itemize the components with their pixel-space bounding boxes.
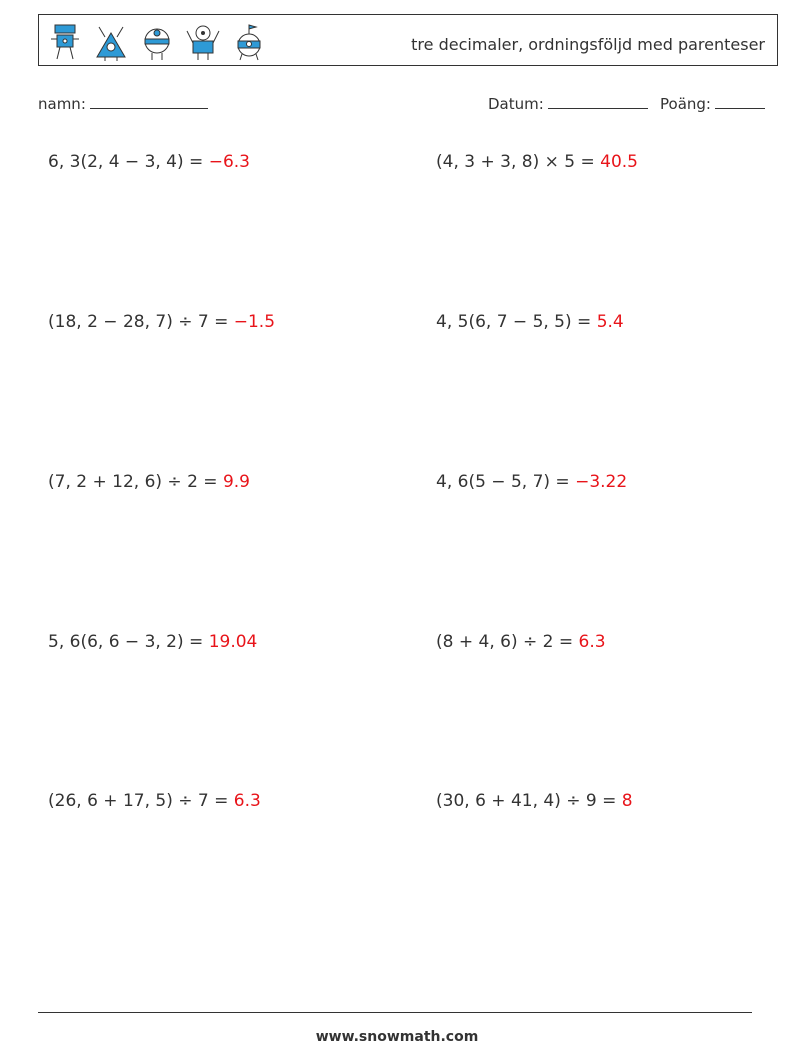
problem-10 [436,791,633,811]
name-label: namn: [38,95,86,113]
name-field [38,94,208,113]
name-line[interactable] [90,94,208,109]
footer-site[interactable]: www.snowmath.com [315,1029,479,1045]
problem-3 [48,312,275,332]
problem-2 [436,152,638,172]
problem-answer: −3.22 [575,472,628,492]
problem-expression: 4, 5(6, 7 − 5, 5) = [436,312,592,332]
problem-answer: −6.3 [208,152,250,172]
score-line[interactable] [715,94,765,109]
robot-2-icon [93,21,129,63]
robot-1-icon [47,21,83,63]
problem-expression: (18, 2 − 28, 7) ÷ 7 = [48,312,229,332]
problem-expression: 4, 6(5 − 5, 7) = [436,472,570,492]
problem-expression: (8 + 4, 6) ÷ 2 = [436,632,574,652]
problem-expression: (7, 2 + 12, 6) ÷ 2 = [48,472,218,492]
problem-answer: 6.3 [233,791,261,811]
problem-expression: (30, 6 + 41, 4) ÷ 9 = [436,791,617,811]
problem-8 [436,632,606,652]
date-line[interactable] [548,94,648,109]
problem-5 [48,472,250,492]
robot-3-icon [139,21,175,63]
problem-answer: 6.3 [578,632,606,652]
problem-answer: 5.4 [596,312,624,332]
robot-5-icon [231,21,267,63]
problem-9 [48,791,261,811]
problem-answer: 19.04 [208,632,258,652]
problem-answer: −1.5 [233,312,276,332]
date-label: Datum: [488,95,544,113]
problem-expression: 6, 3(2, 4 − 3, 4) = [48,152,204,172]
problem-expression: 5, 6(6, 6 − 3, 2) = [48,632,204,652]
problem-4 [436,312,624,332]
header-box [38,14,778,66]
footer-divider [38,1012,752,1013]
problem-7 [48,632,257,652]
robot-icons [47,21,267,63]
problem-1 [48,152,250,172]
problem-6 [436,472,627,492]
worksheet-title: tre decimaler, ordningsföljd med parenteser [411,35,765,54]
date-field [488,94,648,113]
robot-4-icon [185,21,221,63]
problem-answer: 40.5 [600,152,638,172]
problem-answer: 8 [621,791,633,811]
score-field [660,94,765,113]
problem-expression: (26, 6 + 17, 5) ÷ 7 = [48,791,229,811]
problem-expression: (4, 3 + 3, 8) × 5 = [436,152,595,172]
score-label: Poäng: [660,95,711,113]
problem-answer: 9.9 [222,472,250,492]
